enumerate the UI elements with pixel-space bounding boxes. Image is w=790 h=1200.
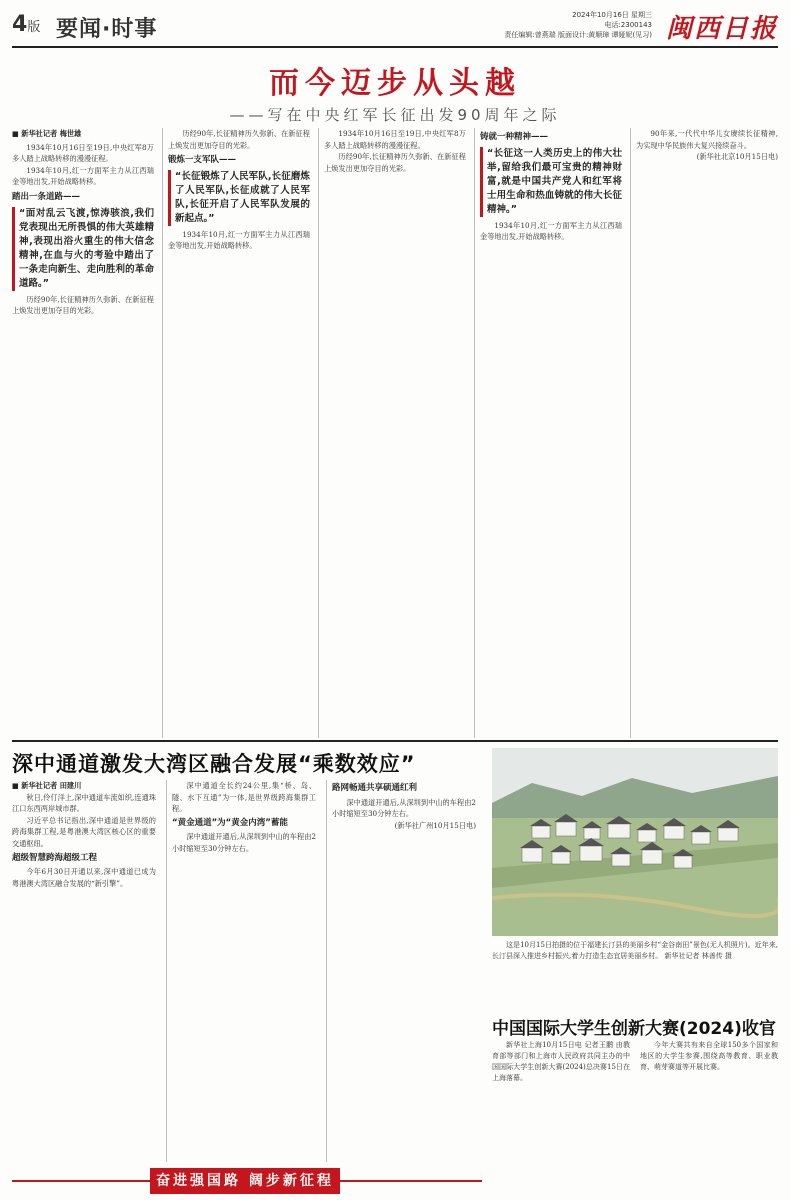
article2-paragraph: 习近平总书记指出,深中通道是世界级的跨海集群工程,是粤港澳大湾区核心区的重要交通枢纽。 [12, 815, 156, 848]
masthead [12, 8, 778, 48]
photo-caption [492, 940, 778, 962]
article1-paragraph: 历经90年,长征精神历久弥新、在新征程上焕发出更加夺目的光彩。 [168, 129, 310, 150]
article3-title: 中国国际大学生创新大赛(2024)收官 [492, 1019, 776, 1039]
column-rule [474, 128, 475, 738]
article3-col-1 [492, 1040, 630, 1196]
article2-paragraph: 深中通道开通后,从深圳到中山的车程由2小时缩短至30分钟左右。 [332, 797, 476, 819]
article1-paragraph: 历经90年,长征精神历久弥新、在新征程上焕发出更加夺目的光彩。 [12, 294, 154, 316]
article2-col-1 [12, 780, 156, 1162]
article2-col-3 [332, 780, 476, 1162]
column-rule [326, 780, 327, 1162]
article1-paragraph: 90年来,一代代中华儿女赓续长征精神,为实现中华民族伟大复兴接续奋斗。 [636, 129, 778, 150]
article1-paragraph: 1934年10月,红一方面军主力从江西瑞金等地出发,开始战略转移。 [480, 220, 622, 242]
photo-caption-text: 这是10月15日拍摄的位于福建长汀县的美丽乡村“金谷南田”景色(无人机照片)。近年来,长汀县深入推进乡村振兴,着力打造生态宜居美丽乡村。 [492, 941, 778, 960]
article2-source: (新华社广州10月15日电) [394, 820, 476, 830]
article1-subhead: 铸就一种精神—— [480, 132, 549, 142]
article1-pullquote: “面对乱云飞渡,惊涛骇浪,我们党表现出无所畏惧的伟大英雄精神,表现出浴火重生的伟大信念精神,在血与火的考验中踏出了一条走向新生、走向胜利的革命道路。” [12, 207, 154, 291]
article1-body [12, 128, 778, 738]
issue-info: 2024年10月16日 星期三 电话:2300143 责任编辑:曾燕瑞 版面设计:黄顺璋 谭娅妮(见习) [504, 11, 652, 39]
article3-paragraph: 今年大赛共有来自全球150多个国家和地区的大学生参赛,围绕高等教育、职业教育、萌芽赛道等开展比赛。 [640, 1041, 778, 1071]
article2-paragraph: 深中通道开通后,从深圳到中山的车程由2小时缩短至30分钟左右。 [172, 832, 316, 853]
village-photo [492, 748, 778, 936]
campaign-banner: 奋进强国路 阔步新征程 [150, 1168, 340, 1194]
article1-col-5 [636, 128, 778, 738]
article2-subhead: “黄金通道”为“黄金内湾”蓄能 [172, 817, 288, 828]
article1-col-1 [12, 128, 154, 738]
column-rule [318, 128, 319, 738]
article1-paragraph: 1934年10月16日至19日,中央红军8万多人踏上战略转移的漫漫征程。 [12, 142, 154, 164]
section-name: 要闻·时事 [56, 17, 158, 42]
article1-pullquote: “长征锻炼了人民军队,长征磨炼了人民军队,长征成就了人民军队,长征开启了人民军队发展的新起点。” [168, 170, 310, 226]
article1-col-2 [168, 128, 310, 738]
article1-subhead: 锻炼一支军队—— [168, 155, 237, 166]
article3-col-2 [640, 1040, 778, 1196]
article1-paragraph: 1934年10月,红一方面军主力从江西瑞金等地出发,开始战略转移。 [12, 165, 154, 187]
article1-col-4 [480, 128, 622, 738]
article1-paragraph: 1934年10月,红一方面军主力从江西瑞金等地出发,开始战略转移。 [168, 229, 310, 251]
article2-paragraph: 秋日,伶仃洋上,深中通道车流如织,连通珠江口东西两岸城市群。 [12, 792, 156, 814]
article2-title: 深中通道激发大湾区融合发展“乘数效应” [12, 752, 416, 776]
article3-paragraph: 新华社上海10月15日电 记者王鹏 由教育部等部门和上海市人民政府共同主办的中国国际大学生创新大赛(2024)总决赛15日在上海落幕。 [492, 1041, 630, 1082]
article1-paragraph: 历经90年,长征精神历久弥新、在新征程上焕发出更加夺目的光彩。 [324, 152, 466, 173]
article1-col-3 [324, 128, 466, 738]
article1-byline: ■ 新华社记者 梅世雄 [12, 129, 82, 138]
newspaper-logo: 闽西日报 [665, 14, 778, 44]
column-rule [162, 128, 163, 738]
article3-body [492, 1040, 778, 1196]
column-rule [630, 128, 631, 738]
column-rule [166, 780, 167, 1162]
article2-paragraph: 深中通道全长约24公里,集“桥、岛、隧、水下互通”为一体,是世界级跨海集群工程。 [172, 781, 316, 814]
article1-subhead: 踏出一条道路—— [12, 191, 81, 202]
article2-subhead: 超级智慧跨海超级工程 [12, 852, 98, 863]
article2-subhead: 路网畅通共享硕通红利 [332, 783, 418, 793]
article1-title: 而今迈步从头越 [269, 66, 521, 101]
section-divider [12, 740, 778, 742]
village-photo-image [492, 748, 778, 936]
article2-col-2 [172, 780, 316, 1162]
article1-subtitle: ——写在中央红军长征出发90周年之际 [229, 106, 561, 124]
page-number: 4版 [12, 12, 41, 37]
article2-paragraph: 今年6月30日开通以来,深中通道已成为粤港澳大湾区融合发展的“新引擎”。 [12, 867, 156, 888]
article1-pullquote: “长征这一人类历史上的伟大壮举,留给我们最可宝贵的精神财富,就是中国共产党人和红军将士用生命和热血铸就的伟大长征精神。” [480, 147, 622, 217]
article2-body [12, 780, 482, 1162]
article2-byline: ■ 新华社记者 田建川 [12, 781, 82, 790]
article1-source: (新华社北京10月15日电) [696, 152, 778, 162]
article1-paragraph: 1934年10月16日至19日,中央红军8万多人踏上战略转移的漫漫征程。 [324, 129, 466, 150]
photo-credit: 新华社记者 林善传 摄 [664, 952, 732, 960]
